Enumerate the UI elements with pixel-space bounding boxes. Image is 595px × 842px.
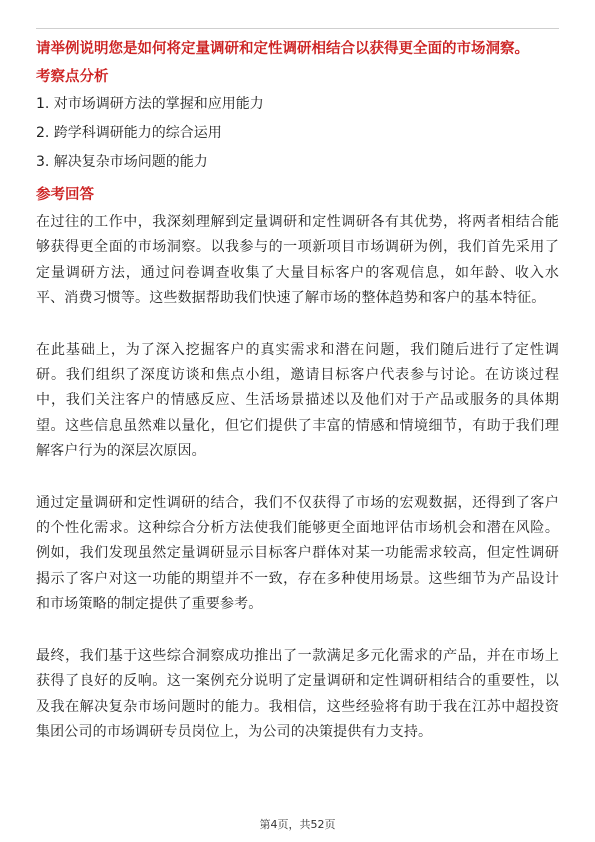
answer-paragraph: 在此基础上，为了深入挖掘客户的真实需求和潜在问题，我们随后进行了定性调研。我们组织了深度访谈和焦点小组，邀请目标客户代表参与讨论。在访谈过程中，我们关注客户的情感反应、生活场景描述以及他们对于产品或服务的具体期望。这些信息虽然难以量化，但它们提供了丰富的情感和情境细节，有助于我们理解客户行为的深层次原因。 <box>36 341 559 460</box>
question-heading: 请举例说明您是如何将定量调研和定性调研相结合以获得更全面的市场洞察。 <box>36 41 529 57</box>
analysis-points <box>36 94 559 173</box>
answer-body <box>36 210 559 745</box>
header-rule <box>36 28 559 29</box>
analysis-title: 考察点分析 <box>36 69 109 85</box>
analysis-point: 3. 解决复杂市场问题的能力 <box>36 154 208 170</box>
analysis-point: 1. 对市场调研方法的掌握和应用能力 <box>36 96 264 112</box>
page-number: 第4页，共52页 <box>259 818 336 831</box>
analysis-point: 2. 跨学科调研能力的综合运用 <box>36 125 222 141</box>
answer-paragraph: 在过往的工作中，我深刻理解到定量调研和定性调研各有其优势，将两者相结合能够获得更全面的市场洞察。以我参与的一项新项目市场调研为例，我们首先采用了定量调研方法，通过问卷调查收集了大量目标客户的客观信息，如年龄、收入水平、消费习惯等。这些数据帮助我们快速了解市场的整体趋势和客户的基本特征。 <box>36 214 559 307</box>
answer-paragraph: 最终，我们基于这些综合洞察成功推出了一款满足多元化需求的产品，并在市场上获得了良好的反响。这一案例充分说明了定量调研和定性调研相结合的重要性，以及我在解决复杂市场问题时的能力。我相信，这些经验将有助于我在江苏中超投资集团公司的市场调研专员岗位上，为公司的决策提供有力支持。 <box>36 647 559 740</box>
answer-title: 参考回答 <box>36 187 94 203</box>
answer-paragraph: 通过定量调研和定性调研的结合，我们不仅获得了市场的宏观数据，还得到了客户的个性化需求。这种综合分析方法使我们能够更全面地评估市场机会和潜在风险。例如，我们发现虽然定量调研显示目标客户群体对某一功能需求较高，但定性调研揭示了客户对这一功能的期望并不一致，存在多种使用场景。这些细节为产品设计和市场策略的制定提供了重要参考。 <box>36 494 559 613</box>
